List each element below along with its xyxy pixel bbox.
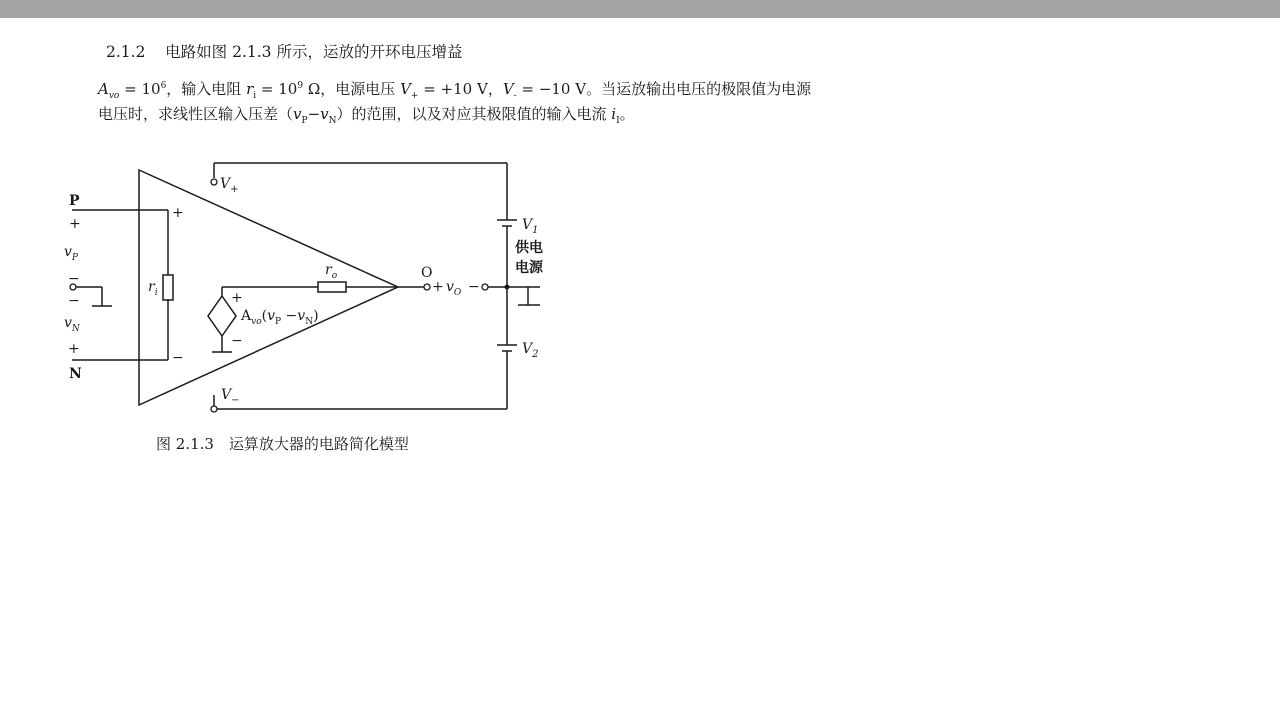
label-supply-2: 电源: [515, 260, 543, 276]
ri-sub: i: [253, 91, 257, 101]
label-v2: $V_2$: [522, 341, 539, 360]
label-out-minus: −: [468, 279, 480, 295]
vminus-symbol: V: [502, 80, 514, 98]
label-out-plus: +: [432, 279, 444, 295]
label-ri: $r_i$: [148, 279, 158, 298]
vn-symbol: v: [320, 105, 329, 123]
label-n-minus: −: [68, 293, 80, 309]
label-source-expr: $A_{vo}(v_P -v_N)$: [241, 308, 319, 327]
output-terminal: [424, 284, 430, 290]
gain-symbol: A: [98, 80, 109, 98]
vplus-sub: +: [410, 91, 419, 101]
ri-eq: = 10: [256, 80, 298, 98]
label-v1: $V_1$: [522, 217, 539, 236]
top-bar: [0, 0, 1280, 18]
label-tri-minus: −: [172, 350, 184, 366]
vn-sub: N: [328, 116, 337, 126]
ii-symbol: i: [611, 105, 617, 123]
label-n-plus: +: [68, 341, 80, 357]
label-n: N: [69, 366, 82, 382]
line3-seg2: ）的范围，以及对应其极限值的输入电流: [336, 105, 612, 123]
problem-lead: 电路如图 2.1.3 所示，运放的开环电压增益: [165, 43, 463, 61]
label-p: P: [69, 193, 80, 209]
label-o: O: [421, 265, 433, 281]
vminus-sub: -: [513, 91, 517, 101]
label-p-minus: −: [68, 271, 80, 287]
problem-line-1: [106, 42, 462, 62]
vplus-terminal: [211, 179, 217, 185]
line3-seg3: 。: [619, 105, 635, 123]
ri-resistor: [163, 275, 173, 300]
gain-exp: 6: [160, 81, 167, 91]
gain-eq: = 10: [119, 80, 161, 98]
label-ro: $r_o$: [325, 262, 338, 281]
vplus-val: = +10 V，: [418, 80, 503, 98]
problem-number: 2.1.2: [106, 43, 146, 61]
ri-symbol: r: [246, 80, 254, 98]
label-vminus: $V_-$: [221, 387, 240, 406]
label-vp: $v_P$: [64, 244, 78, 263]
line2-seg1: ，输入电阻: [166, 80, 247, 98]
label-p-plus: +: [69, 216, 81, 232]
line2-seg2: Ω，电源电压: [303, 80, 401, 98]
label-vplus: $V_+$: [220, 176, 239, 195]
label-source-minus: −: [231, 333, 243, 349]
vplus-symbol: V: [400, 80, 411, 98]
vp-sub: P: [301, 116, 308, 126]
label-tri-plus: +: [172, 205, 184, 221]
ri-exp: 9: [297, 81, 304, 91]
label-supply-1: 供电: [515, 240, 543, 256]
vp-symbol: v: [293, 105, 302, 123]
label-vo: $v_O$: [446, 279, 462, 298]
figure-caption: 图 2.1.3 运算放大器的电路简化模型: [156, 435, 409, 453]
minus-sign: −: [307, 105, 321, 123]
problem-line-3: [98, 104, 635, 131]
label-source-plus: +: [231, 290, 243, 306]
opamp-circuit-diagram: [0, 140, 620, 430]
gain-sub: vo: [108, 91, 120, 101]
vminus-terminal: [211, 406, 217, 412]
problem-line-2: [98, 76, 811, 106]
ro-resistor: [318, 282, 346, 292]
output-ref-terminal: [482, 284, 488, 290]
junction-dot: [505, 285, 510, 290]
vminus-val: = −10 V。当运放输出电压的极限值为电源: [516, 80, 812, 98]
line3-seg1: 电压时，求线性区输入压差（: [98, 105, 294, 123]
ii-sub: I: [616, 116, 620, 126]
label-vn: $v_N$: [64, 315, 80, 334]
